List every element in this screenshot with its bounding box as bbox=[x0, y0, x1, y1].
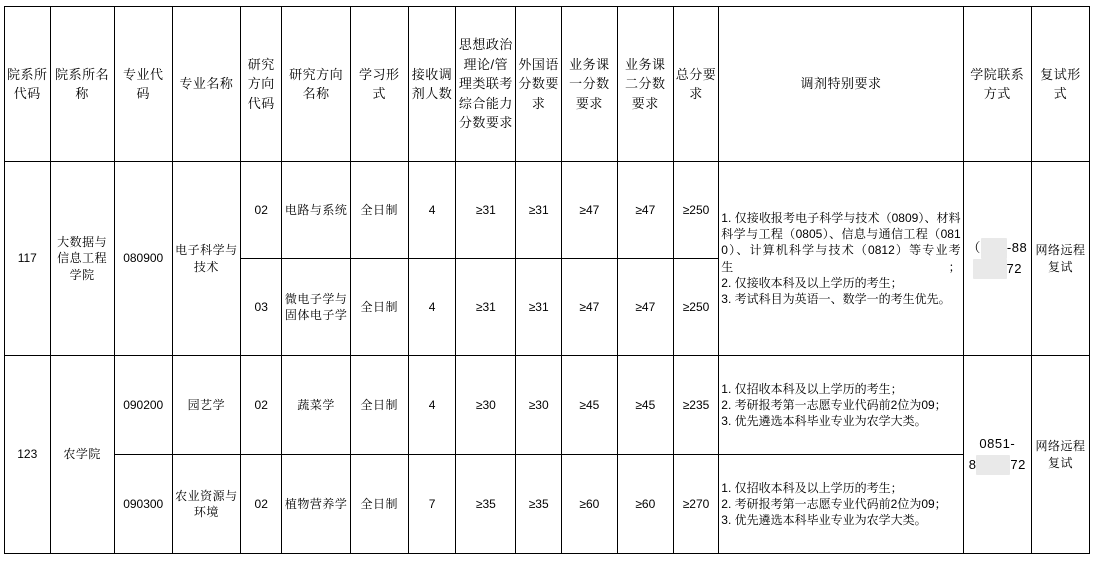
table-body bbox=[5, 162, 1090, 554]
header-dept-code: 院系所代码 bbox=[5, 7, 51, 162]
cell-course-two-score: ≥47 bbox=[617, 162, 673, 259]
cell-direction-name: 微电子学与固体电子学 bbox=[282, 259, 350, 356]
cell-contact bbox=[963, 356, 1031, 554]
header-course-two-score: 业务课二分数要求 bbox=[617, 7, 673, 162]
requirement-line: 3. 优先遴选本科毕业专业为农学大类。 bbox=[721, 414, 927, 429]
contact-text bbox=[966, 434, 1029, 476]
cell-quota: 4 bbox=[408, 259, 456, 356]
cell-foreign-score: ≥30 bbox=[516, 356, 562, 455]
cell-major-code: 080900 bbox=[114, 162, 172, 356]
contact-suffix: 72 bbox=[1010, 456, 1026, 472]
cell-politics-score: ≥35 bbox=[456, 455, 516, 554]
cell-contact bbox=[963, 162, 1031, 356]
cell-retest-form: 网络远程复试 bbox=[1031, 162, 1089, 356]
table-row bbox=[5, 455, 1090, 554]
cell-study-form: 全日制 bbox=[350, 162, 408, 259]
cell-major-name: 电子科学与技术 bbox=[172, 162, 240, 356]
cell-course-one-score: ≥60 bbox=[561, 455, 617, 554]
header-special-requirements: 调剂特别要求 bbox=[719, 7, 963, 162]
cell-retest-form: 网络远程复试 bbox=[1031, 356, 1089, 554]
cell-politics-score: ≥30 bbox=[456, 356, 516, 455]
header-study-form: 学习形式 bbox=[350, 7, 408, 162]
cell-major-code: 090300 bbox=[114, 455, 172, 554]
cell-politics-score: ≥31 bbox=[456, 259, 516, 356]
cell-quota: 4 bbox=[408, 356, 456, 455]
header-direction-name: 研究方向名称 bbox=[282, 7, 350, 162]
table-header bbox=[5, 7, 1090, 162]
redacted-contact-part bbox=[973, 259, 1007, 280]
contact-prefix: 0851- bbox=[979, 435, 1016, 451]
cell-major-name: 园艺学 bbox=[172, 356, 240, 455]
header-dept-name: 院系所名称 bbox=[50, 7, 114, 162]
cell-quota: 7 bbox=[408, 455, 456, 554]
contact-middle: 8 bbox=[968, 456, 977, 472]
cell-dept-name: 农学院 bbox=[50, 356, 114, 554]
cell-course-one-score: ≥47 bbox=[561, 162, 617, 259]
contact-middle: -88 bbox=[1006, 239, 1028, 255]
header-foreign-language-score: 外国语分数要求 bbox=[516, 7, 562, 162]
cell-dept-code: 117 bbox=[5, 162, 51, 356]
cell-major-name: 农业资源与环境 bbox=[172, 455, 240, 554]
requirement-line: 3. 考试科目为英语一、数学一的考生优先。 bbox=[721, 291, 951, 306]
header-course-one-score: 业务课一分数要求 bbox=[561, 7, 617, 162]
header-major-code: 专业代码 bbox=[114, 7, 172, 162]
cell-quota: 4 bbox=[408, 162, 456, 259]
requirement-line: 1. 仅接收报考电子科学与技术（0809）、材料科学与工程（0805）、信息与通信工程（0810）、计算机科学与技术（0812）等专业考生； bbox=[721, 210, 961, 274]
requirement-line: 1. 仅招收本科及以上学历的考生； bbox=[721, 381, 903, 396]
cell-total-score: ≥250 bbox=[673, 162, 719, 259]
cell-total-score: ≥235 bbox=[673, 356, 719, 455]
cell-total-score: ≥250 bbox=[673, 259, 719, 356]
cell-course-one-score: ≥47 bbox=[561, 259, 617, 356]
header-contact: 学院联系方式 bbox=[963, 7, 1031, 162]
cell-politics-score: ≥31 bbox=[456, 162, 516, 259]
redacted-contact-part bbox=[981, 238, 1007, 259]
header-politics-score: 思想政治理论/管理类联考综合能力分数要求 bbox=[456, 7, 516, 162]
cell-direction-code: 02 bbox=[241, 356, 282, 455]
cell-study-form: 全日制 bbox=[350, 356, 408, 455]
cell-direction-name: 蔬菜学 bbox=[282, 356, 350, 455]
requirement-line: 3. 优先遴选本科毕业专业为农学大类。 bbox=[721, 513, 927, 528]
header-direction-code: 研究方向代码 bbox=[241, 7, 282, 162]
cell-foreign-score: ≥31 bbox=[516, 259, 562, 356]
cell-dept-code: 123 bbox=[5, 356, 51, 554]
cell-direction-name: 植物营养学 bbox=[282, 455, 350, 554]
cell-study-form: 全日制 bbox=[350, 259, 408, 356]
cell-course-one-score: ≥45 bbox=[561, 356, 617, 455]
cell-total-score: ≥270 bbox=[673, 455, 719, 554]
header-quota: 接收调剂人数 bbox=[408, 7, 456, 162]
cell-foreign-score: ≥35 bbox=[516, 455, 562, 554]
requirement-line: 1. 仅招收本科及以上学历的考生； bbox=[721, 480, 903, 495]
cell-study-form: 全日制 bbox=[350, 455, 408, 554]
table-row bbox=[5, 162, 1090, 259]
contact-text bbox=[966, 238, 1029, 280]
header-total-score: 总分要求 bbox=[673, 7, 719, 162]
cell-major-code: 090200 bbox=[114, 356, 172, 455]
requirement-line: 2. 考研报考第一志愿专业代码前2位为09； bbox=[721, 397, 947, 412]
table-row bbox=[5, 356, 1090, 455]
requirement-line: 2. 仅接收本科及以上学历的考生； bbox=[721, 275, 903, 290]
cell-special-requirements bbox=[719, 356, 963, 455]
cell-direction-code: 02 bbox=[241, 455, 282, 554]
redacted-contact-part bbox=[976, 455, 1010, 476]
requirement-line: 2. 考研报考第一志愿专业代码前2位为09； bbox=[721, 496, 947, 511]
header-row bbox=[5, 7, 1090, 162]
header-major-name: 专业名称 bbox=[172, 7, 240, 162]
cell-course-two-score: ≥45 bbox=[617, 356, 673, 455]
contact-prefix: （ bbox=[967, 239, 981, 255]
header-retest-form: 复试形式 bbox=[1031, 7, 1089, 162]
cell-direction-name: 电路与系统 bbox=[282, 162, 350, 259]
cell-special-requirements bbox=[719, 162, 963, 356]
cell-course-two-score: ≥47 bbox=[617, 259, 673, 356]
cell-direction-code: 03 bbox=[241, 259, 282, 356]
adjustment-quota-table bbox=[4, 6, 1090, 554]
cell-dept-name: 大数据与信息工程学院 bbox=[50, 162, 114, 356]
contact-suffix: 72 bbox=[1006, 260, 1023, 276]
cell-direction-code: 02 bbox=[241, 162, 282, 259]
cell-course-two-score: ≥60 bbox=[617, 455, 673, 554]
cell-special-requirements bbox=[719, 455, 963, 554]
cell-foreign-score: ≥31 bbox=[516, 162, 562, 259]
